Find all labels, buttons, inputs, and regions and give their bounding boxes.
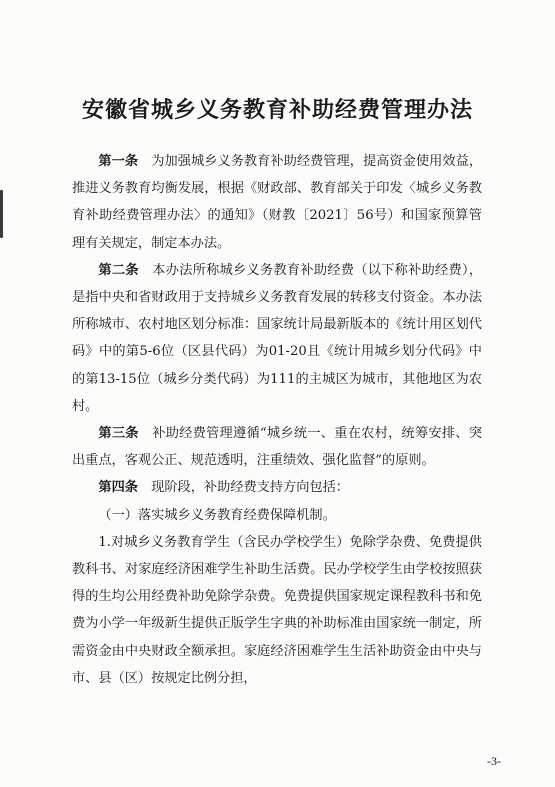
article-4-label: 第四条 — [98, 480, 138, 496]
item-1 — [72, 529, 482, 692]
binding-mark — [0, 190, 3, 238]
article-1-label: 第一条 — [98, 154, 139, 169]
article-1-text: 为加强城乡义务教育补助经费管理，提高资金使用效益，推进义务教育均衡发展，根据《财政部、教育部关于印发〈城乡义务教育补助经费管理办法〉的通知》（财教〔2021〕56号）和国家预算管理有关规定，制定本办法。 — [72, 154, 483, 251]
document-body — [72, 148, 482, 692]
section-1-text: （一）落实城乡义务教育经费保障机制。 — [98, 507, 336, 523]
article-4-text: 现阶段，补助经费支持方向包括： — [151, 480, 349, 496]
item-1-text: 1.对城乡义务教育学生（含民办学校学生）免除学杂费、免费提供教科书、对家庭经济困难学生补助生活费。民办学校学生由学校按照获得的生均公用经费补助免除学杂费。免费提供国家规定课程教科书和免费为小学一年级新生提供正版学生字典的补助标准由国家统一制定，所需资金由中央财政全额承担。家庭经济困难学生生活补助资金由中央与市、县（区）按规定比例分担， — [72, 534, 482, 686]
article-2-text: 本办法所称城乡义务教育补助经费（以下称补助经费），是指中央和省财政用于支持城乡义务教育发展的转移支付资金。本办法所称城市、农村地区划分标准：国家统计局最新版本的《统计用区划代码》中的第5-6位（区县代码）为01-20且《统计用城乡划分代码》中的第13-15位（城乡分类代码）为111的主城区为城市，其他地区为农村。 — [72, 262, 483, 414]
article-3 — [72, 420, 482, 474]
article-4 — [72, 474, 482, 501]
article-3-label: 第三条 — [98, 426, 139, 442]
article-2-label: 第二条 — [98, 262, 139, 278]
section-1-heading — [72, 502, 482, 529]
article-2 — [72, 257, 482, 420]
article-1 — [72, 148, 482, 257]
page-number: -3- — [487, 754, 501, 768]
article-3-text: 补助经费管理遵循“城乡统一、重在农村，统筹安排、突出重点，客观公正、规范透明，注重绩效、强化监督”的原则。 — [72, 426, 483, 469]
document-title: 安徽省城乡义务教育补助经费管理办法 — [81, 97, 473, 123]
